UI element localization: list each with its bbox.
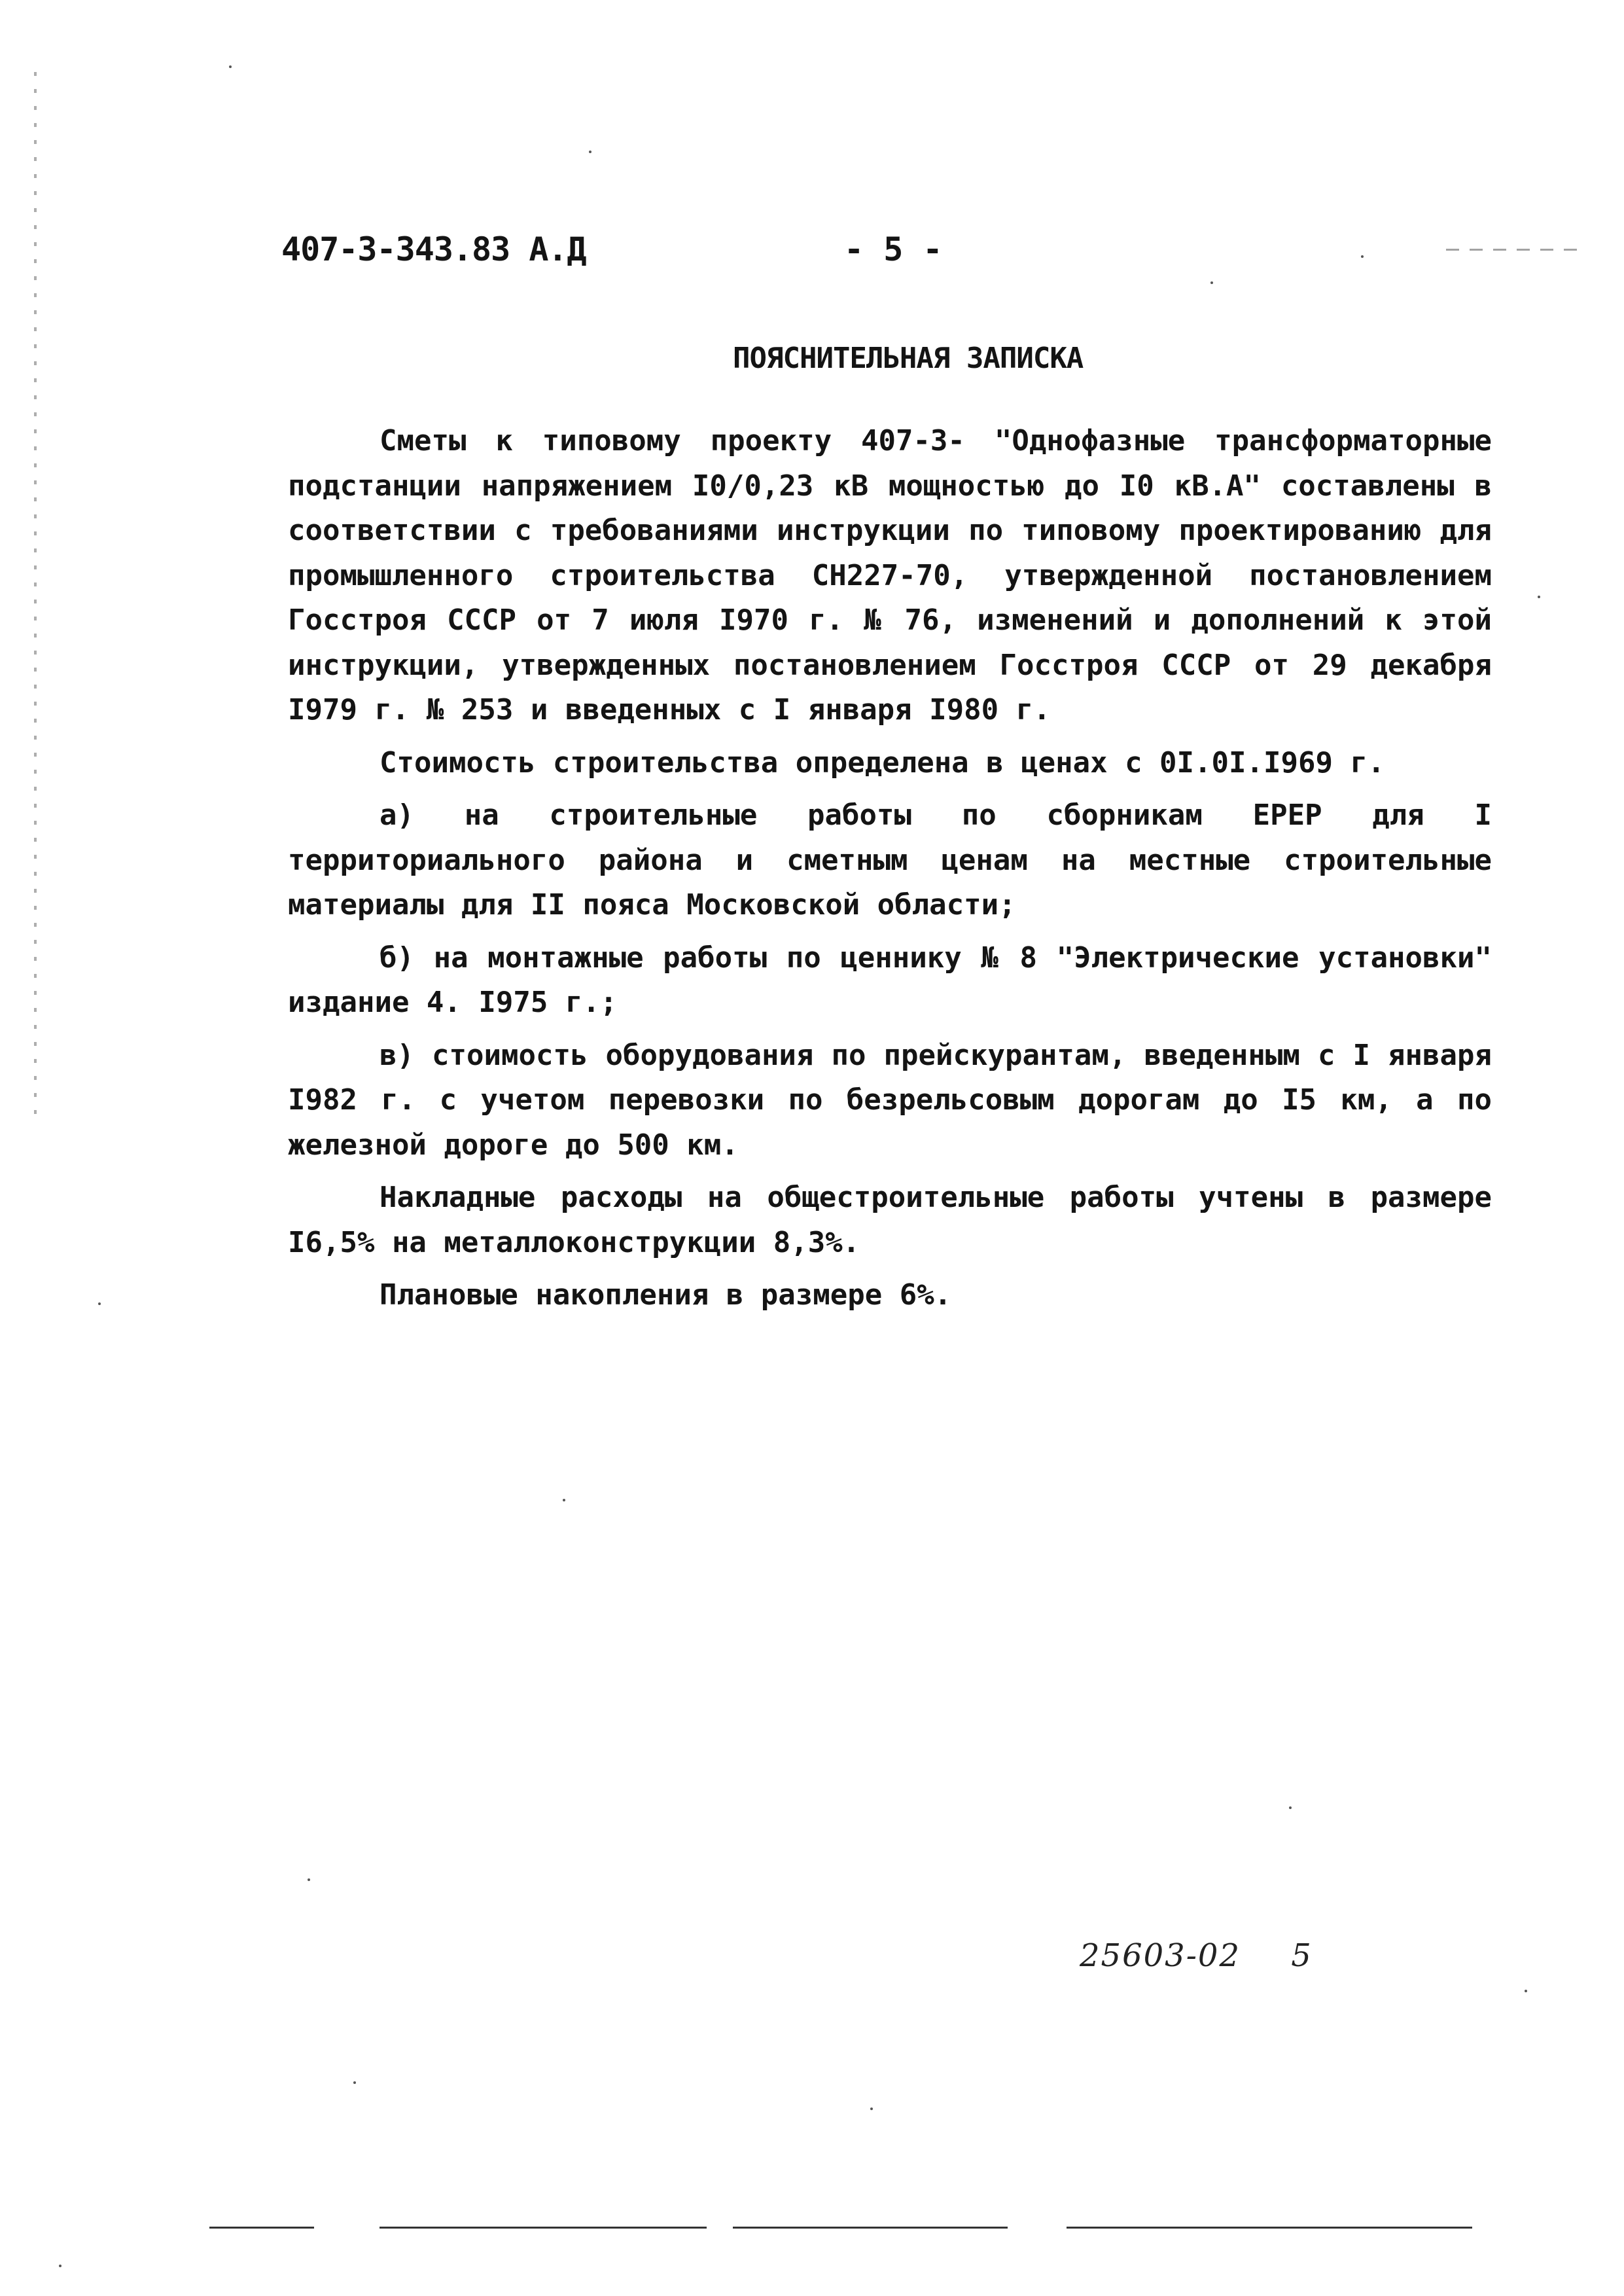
scan-speck	[1210, 281, 1213, 284]
scan-speck	[563, 1499, 565, 1501]
scan-speck	[1361, 255, 1364, 258]
footer-rule	[1067, 2227, 1472, 2229]
scan-speck	[308, 1878, 310, 1881]
scan-speck	[589, 151, 591, 153]
scan-speck	[1525, 1990, 1527, 1992]
footer-rule	[209, 2227, 314, 2229]
handwritten-code: 25603-02	[1080, 1937, 1241, 1974]
paragraph-planned-savings: Плановые накопления в размере 6%.	[380, 1278, 952, 1312]
scan-speck	[59, 2265, 62, 2267]
footer-rule	[733, 2227, 1008, 2229]
paragraph-item-v: в) стоимость оборудования по прейскурантам, введенным с I января I982 г. с учетом перевозки по безрельсовым дорогам до I5 км, а по железной дороге до 500 км.	[288, 1038, 1492, 1162]
paragraph-overhead: Накладные расходы на общестроительные работы учтены в размере I6,5% на металлоконструкции 8,3%.	[288, 1181, 1492, 1259]
scan-speck	[870, 2108, 873, 2110]
footer-rule	[380, 2227, 707, 2229]
document-title: ПОЯСНИТЕЛЬНАЯ ЗАПИСКА	[733, 342, 1084, 375]
scan-speck	[98, 1302, 101, 1305]
paragraph-intro: Сметы к типовому проекту 407-3- "Однофазные трансформаторные подстанции напряжением I0/0,23 кВ мощностью до I0 кВ.А" составлены в соответствии с требованиями инструкции по типовому проектированию для промышленного строительства СН227-70, утвержденной постановлением Госстроя СССР от 7 июля I970 г. № 76, изменений и дополнений к этой инструкции, утвержденных постановлением Госстроя СССР от 29 декабря I979 г. № 253 и введенных с I января I980 г.	[288, 424, 1492, 726]
page-number: - 5 -	[844, 230, 943, 268]
paragraph-cost-basis: Стоимость строительства определена в ценах с 0I.0I.I969 г.	[380, 745, 1385, 780]
document-body	[288, 419, 1492, 1326]
handwritten-page: 5	[1291, 1937, 1313, 1974]
paragraph-item-b: б) на монтажные работы по ценнику № 8 "Электрические установки" издание 4. I975 г.;	[288, 941, 1492, 1019]
scan-margin-marks	[34, 72, 37, 1119]
scan-dash-mark	[1446, 249, 1583, 251]
document-code: 407-3-343.83 А.Д	[281, 230, 586, 268]
scan-speck	[1538, 596, 1540, 598]
paragraph-item-a: а) на строительные работы по сборникам ЕРЕР для I территориального района и сметным ценам на местные строительные материалы для II пояса Московской области;	[288, 798, 1492, 922]
scan-speck	[229, 65, 232, 68]
scan-speck	[1289, 1806, 1292, 1809]
handwritten-note	[1080, 1937, 1313, 1974]
scan-speck	[353, 2081, 356, 2084]
